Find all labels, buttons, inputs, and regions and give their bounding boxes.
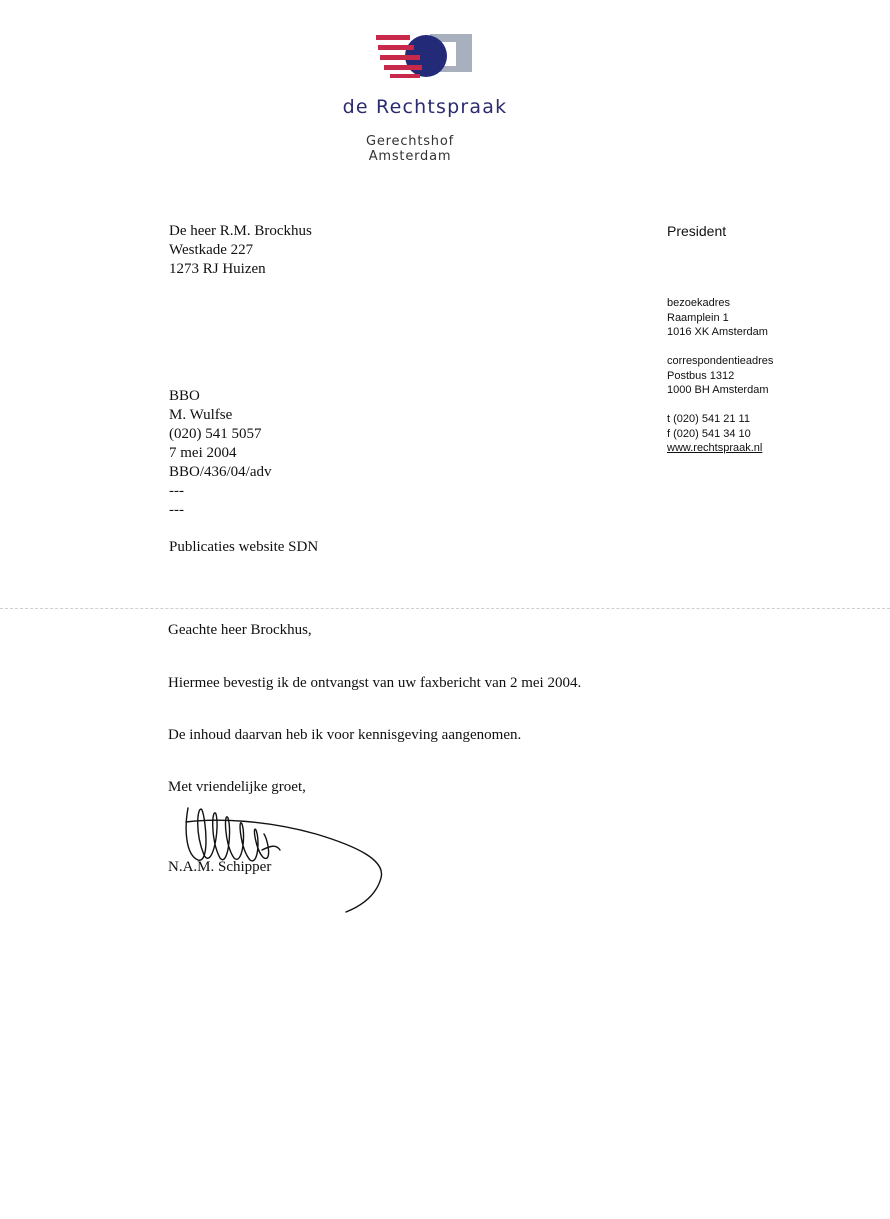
paragraph-2: De inhoud daarvan heb ik voor kennisgeving aangenomen. <box>168 727 522 743</box>
court-line-1: Gerechtshof <box>366 134 454 149</box>
meta-value: --- <box>169 502 184 518</box>
meta-value: Publicaties website SDN <box>169 539 319 555</box>
visit-label: bezoekadres <box>667 297 730 309</box>
meta-value: M. Wulfse <box>169 407 233 423</box>
court-line-2: Amsterdam <box>368 149 452 164</box>
meta-row <box>0 426 400 444</box>
recipient-name: De heer R.M. Brockhus <box>169 223 312 239</box>
recipient-street: Westkade 227 <box>169 242 254 258</box>
meta-row <box>0 502 400 520</box>
signatory-name: N.A.M. Schipper <box>168 859 272 875</box>
corr-city: 1000 BH Amsterdam <box>667 384 769 396</box>
recipient-city: 1273 RJ Huizen <box>169 261 266 277</box>
corr-label: correspondentieadres <box>667 355 774 367</box>
fax-number: f (020) 541 34 10 <box>667 427 751 440</box>
visit-city: 1016 XK Amsterdam <box>667 326 768 338</box>
meta-value: BBO <box>169 388 200 404</box>
meta-value: BBO/436/04/adv <box>169 464 272 480</box>
phone-number: t (020) 541 21 11 <box>667 413 750 425</box>
correspondence-address <box>667 354 773 398</box>
visit-street: Raamplein 1 <box>667 311 729 324</box>
meta-row <box>0 539 400 557</box>
meta-row <box>0 483 400 501</box>
rechtspraak-logo-icon <box>376 32 472 82</box>
salutation: Geachte heer Brockhus, <box>168 622 312 638</box>
meta-row <box>0 464 400 482</box>
meta-value: 7 mei 2004 <box>169 445 237 461</box>
contact-numbers <box>667 412 762 456</box>
paragraph-1: Hiermee bevestig ik de ontvangst van uw faxbericht van 2 mei 2004. <box>168 675 582 691</box>
closing: Met vriendelijke groet, <box>168 779 306 795</box>
visit-address <box>667 296 768 340</box>
meta-row <box>0 521 400 539</box>
meta-value: (020) 541 5057 <box>169 426 262 442</box>
signature-icon <box>176 800 391 915</box>
recipient-address <box>169 222 312 279</box>
meta-row <box>0 388 400 406</box>
fold-line <box>0 608 890 609</box>
website-link[interactable]: www.rechtspraak.nl <box>667 442 763 454</box>
court-name <box>340 134 480 164</box>
meta-value: --- <box>169 483 184 499</box>
meta-row <box>0 445 400 463</box>
corr-box: Postbus 1312 <box>667 369 735 382</box>
sender-role: President <box>667 223 727 239</box>
brand-name: de Rechtspraak <box>342 96 508 118</box>
meta-row <box>0 407 400 425</box>
